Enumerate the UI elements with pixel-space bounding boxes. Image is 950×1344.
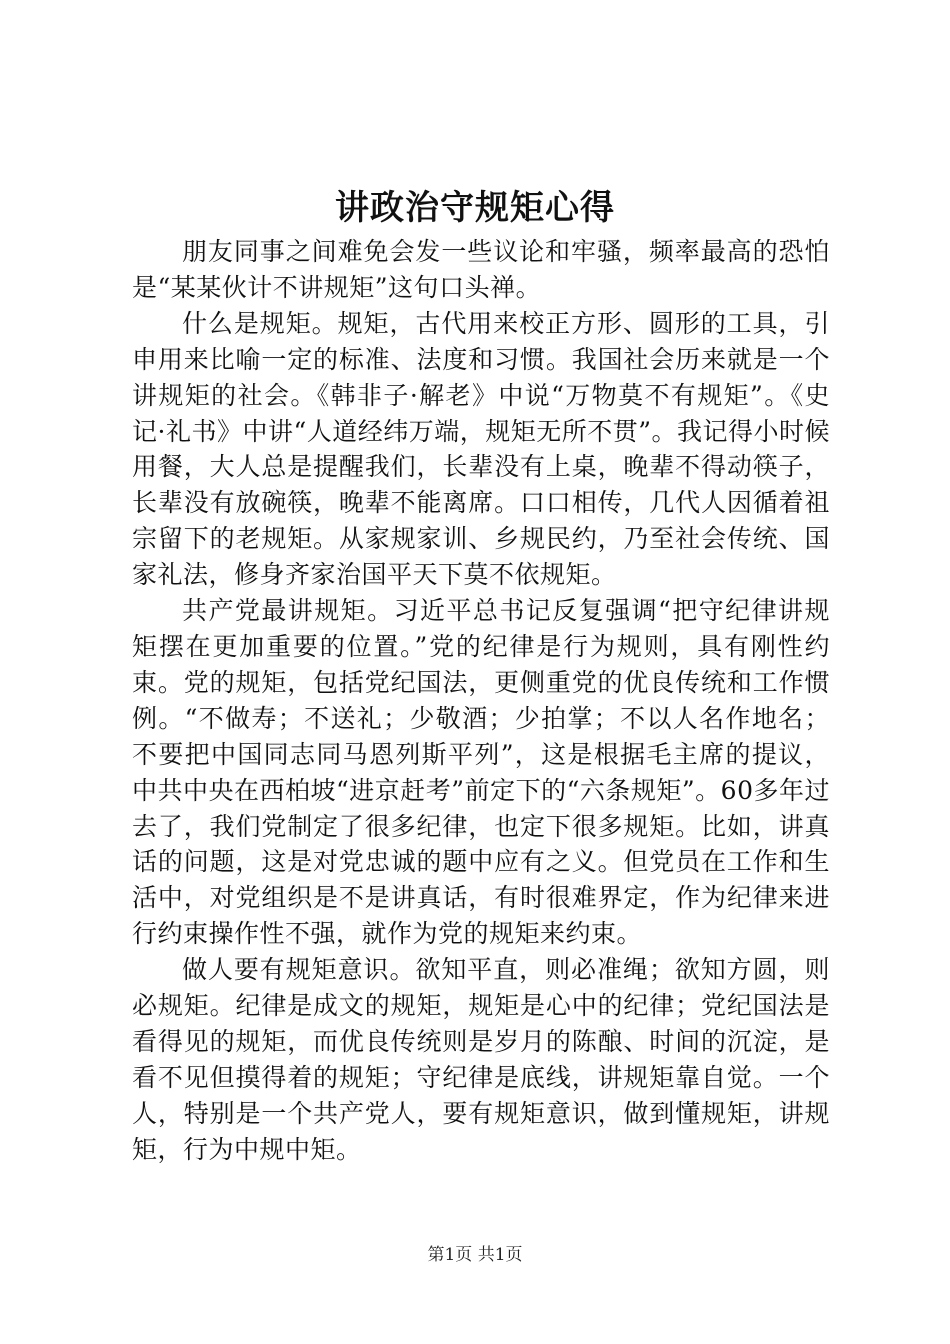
paragraph-4: 做人要有规矩意识。欲知平直，则必准绳；欲知方圆，则必规矩。纪律是成文的规矩，规矩是心中的纪律；党纪国法是看得见的规矩，而优良传统则是岁月的陈酿、时间的沉淀，是看不见但摸得着的规矩；守纪律是底线，讲规矩靠自觉。一个人，特别是一个共产党人，要有规矩意识，做到懂规矩，讲规矩，行为中规中矩。 xyxy=(132,955,830,1164)
document-title: 讲政治守规矩心得 xyxy=(335,188,615,228)
document-body xyxy=(132,234,830,1168)
page-number-footer: 第1页 共1页 xyxy=(427,1245,523,1265)
paragraph-1: 朋友同事之间难免会发一些议论和牢骚，频率最高的恐怕是“某某伙计不讲规矩”这句口头禅。 xyxy=(132,237,830,302)
paragraph-2: 什么是规矩。规矩，古代用来校正方形、圆形的工具，引申用来比喻一定的标准、法度和习惯。我国社会历来就是一个讲规矩的社会。《韩非子·解老》中说“万物莫不有规矩”。《史记·礼书》中讲“人道经纬万端，规矩无所不贯”。我记得小时候用餐，大人总是提醒我们，长辈没有上桌，晚辈不得动筷子，长辈没有放碗筷，晚辈不能离席。口口相传，几代人因循着祖宗留下的老规矩。从家规家训、乡规民约，乃至社会传统、国家礼法，修身齐家治国平天下莫不依规矩。 xyxy=(132,308,831,590)
paragraph-3: 共产党最讲规矩。习近平总书记反复强调“把守纪律讲规矩摆在更加重要的位置。”党的纪律是行为规则，具有刚性约束。党的规矩，包括党纪国法，更侧重党的优良传统和工作惯例。“不做寿；不送礼；少敬酒；少拍掌；不以人名作地名；不要把中国同志同马恩列斯平列”，这是根据毛主席的提议，中共中央在西柏坡“进京赶考”前定下的“六条规矩”。60多年过去了，我们党制定了很多纪律，也定下很多规矩。比如，讲真话的问题，这是对党忠诚的题中应有之义。但党员在工作和生活中，对党组织是不是讲真话，有时很难界定，作为纪律来进行约束操作性不强，就作为党的规矩来约束。 xyxy=(132,596,830,949)
